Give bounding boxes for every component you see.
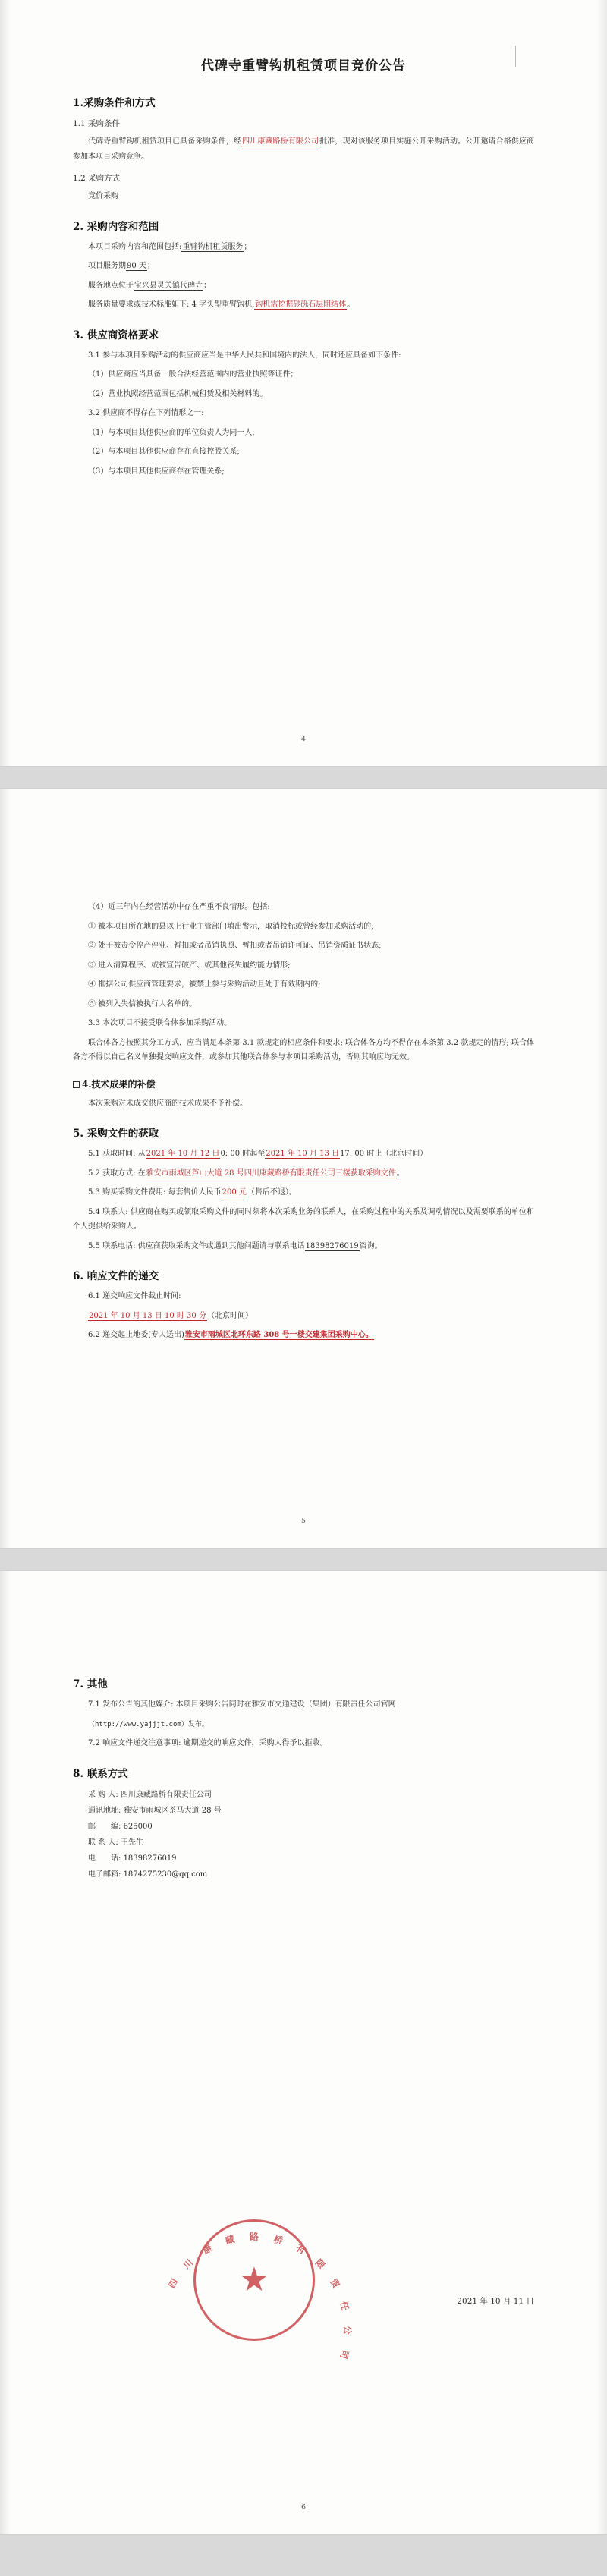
exclusion-item-1: （1）与本项目其他供应商的单位负责人为同一人; bbox=[88, 428, 255, 437]
contact-phone-b: 咨询。 bbox=[359, 1241, 382, 1250]
scope-1-b: ； bbox=[244, 242, 252, 251]
page-gap bbox=[0, 1548, 607, 1571]
submission-deadline-label: 6.1 递交响应文件截止时间: bbox=[88, 1292, 181, 1301]
acquire-time-m: 0: 00 时起至 bbox=[220, 1150, 266, 1158]
qualification-3-1: 3.1 参与本项目采购活动的供应商应当是中华人民共和国境内的法人，同时还应具备如下条件: bbox=[88, 351, 401, 360]
consortium-note: 联合体各方按照其分工方式，应当满足本条第 3.1 款规定的相应条件和要求; 联合体各方均不得存在本条第 3.2 款规定的情形; 联合体各方不得以自己名义单独提交响应文件，或参加其他联合体参与本项目采购活动，否则其响应均无效。 bbox=[73, 1038, 534, 1062]
acquire-time-a: 5.1 获取时间: 从 bbox=[88, 1150, 146, 1158]
section-2-heading: 2. 采购内容和范围 bbox=[73, 220, 159, 233]
purchaser-value: 四川康藏路桥有限责任公司 bbox=[120, 1790, 212, 1799]
contact-phone-a: 5.5 联系电话: 供应商获取采购文件或遇到其他问题请与联系电话 bbox=[88, 1241, 305, 1250]
exclusion-item-4c: ③ 进入清算程序、或被宣告破产、或其他丧失履约能力情形; bbox=[88, 961, 291, 970]
other-media-line bbox=[73, 1697, 534, 1713]
section-1-1-paragraph bbox=[73, 134, 534, 164]
late-submission-note: 7.2 响应文件递交注意事项: 逾期递交的响应文件，采购人得予以拒收。 bbox=[88, 1739, 328, 1748]
section-6-heading: 6. 响应文件的递交 bbox=[73, 1270, 159, 1282]
document-title-text: 代碑寺重臂钩机租赁项目竞价公告 bbox=[201, 55, 406, 77]
phone-value: 18398276019 bbox=[123, 1854, 177, 1863]
exclusion-item-4: （4）近三年内在经营活动中存在严重不良情形。包括: bbox=[88, 903, 270, 911]
purchaser-label: 采 购 人: bbox=[88, 1790, 118, 1799]
section-7-heading: 7. 其他 bbox=[73, 1678, 108, 1691]
qualification-3-2: 3.2 供应商不得存在下列情形之一: bbox=[88, 409, 204, 417]
email-label: 电子邮箱: bbox=[88, 1870, 121, 1879]
qualification-item-1: （1）供应商应当具备一般合法经营范围内的营业执照等证件； bbox=[88, 370, 298, 379]
section-4-heading-line bbox=[73, 1077, 534, 1090]
seal-arc-text: 四 川 康 藏 路 桥 有 限 责 任 公 司 bbox=[166, 2232, 353, 2361]
document-page-2 bbox=[0, 789, 607, 1548]
phone-label: 电 话: bbox=[88, 1854, 121, 1863]
page-3-top-margin bbox=[73, 1571, 534, 1662]
acquire-method-a: 5.2 获取方式: 在 bbox=[88, 1168, 146, 1178]
section-8-heading: 8. 联系方式 bbox=[73, 1767, 128, 1780]
official-red-seal bbox=[166, 2219, 353, 2361]
acquire-method-b: 。 bbox=[396, 1168, 404, 1178]
scope-2-a: 项目服务期 bbox=[88, 262, 126, 270]
scope-3-a: 服务地点位于 bbox=[88, 281, 134, 290]
document-page-3 bbox=[0, 1571, 607, 2534]
scope-line-2 bbox=[73, 259, 534, 274]
qualification-item-2: （2）营业执照经营范围包括机械租赁及相关材料的。 bbox=[88, 389, 268, 398]
page-gap bbox=[0, 766, 607, 789]
contact-person-label: 联 系 人: bbox=[88, 1838, 118, 1847]
fee-a: 5.3 购买采购文件费用: 每套售价人民币 bbox=[88, 1188, 222, 1197]
postcode-value: 625000 bbox=[123, 1822, 153, 1831]
submission-location-line bbox=[73, 1328, 534, 1343]
contact-row-person bbox=[88, 1835, 534, 1851]
page-number: 5 bbox=[300, 1517, 307, 1525]
fee-amount: 200 元 bbox=[222, 1188, 247, 1197]
seal-date: 2021 年 10 月 11 日 bbox=[457, 2297, 534, 2306]
scope-4-b: 。 bbox=[347, 300, 355, 309]
page-2-top-margin bbox=[73, 789, 534, 895]
p1-company-name: 四川康藏路桥有限公司 bbox=[242, 137, 319, 146]
exclusion-item-4b: ② 处于被责令停产停业、暂扣或者吊销执照、暂扣或者吊销许可证、吊销资质证书状态; bbox=[88, 942, 382, 950]
doc-acquire-time bbox=[73, 1146, 534, 1162]
scope-4-a: 服务质量要求或技术标准如下: 4 字头型重臂钩机, bbox=[88, 300, 255, 309]
contact-person-value: 王先生 bbox=[120, 1838, 143, 1847]
contact-row-postcode bbox=[88, 1819, 534, 1835]
exclusion-item-4a: ① 被本项目所在地的县以上行业主管部门填出警示，取消投标或曾经参加采购活动的; bbox=[88, 922, 374, 931]
submission-deadline-value: 2021 年 10 月 13 日 10 时 30 分 bbox=[89, 1311, 206, 1320]
p1-part-a: 代碑寺重臂钩机租赁项目已具备采购条件，经 bbox=[88, 137, 242, 146]
exclusion-item-3: （3）与本项目其他供应商存在管理关系; bbox=[88, 467, 225, 476]
contact-row-address bbox=[88, 1803, 534, 1819]
scope-2-b: ； bbox=[146, 262, 155, 270]
scope-1-a: 本项目采购内容和范围包括: bbox=[88, 242, 182, 251]
section-4-heading: 4.技术成果的补偿 bbox=[82, 1078, 156, 1090]
seal-star-icon: ★ bbox=[239, 2260, 269, 2299]
other-media-url-line bbox=[88, 1717, 534, 1732]
submission-location-a: 6.2 递交起止地委(专人送出) bbox=[88, 1331, 184, 1339]
document-page-1 bbox=[0, 0, 607, 766]
acquire-end-date: 2021 年 10 月 13 日 bbox=[266, 1150, 340, 1158]
qualification-3-3: 3.3 本次项目不接受联合体参加采购活动。 bbox=[88, 1019, 232, 1027]
section-3-heading: 3. 供应商资格要求 bbox=[73, 329, 159, 341]
postcode-label: 邮 编: bbox=[88, 1822, 121, 1831]
doc-contact-note: 5.4 联系人: 供应商在购买或领取采购文件的同时须将本次采购业务的联系人，在采购过程中的关系及调动情况以及需要联系的单位和个人提供给采购人。 bbox=[73, 1207, 534, 1231]
address-value: 雅安市雨城区茶马大道 28 号 bbox=[123, 1806, 222, 1815]
page-number: 6 bbox=[300, 2503, 307, 2512]
contact-row-purchaser bbox=[88, 1787, 534, 1803]
exclusion-item-4d: ④ 框据公司供应商管理要求，被禁止参与采购活动且处于有效期内的; bbox=[88, 980, 321, 989]
document-title bbox=[73, 0, 534, 80]
section-1-heading: 1.采购条件和方式 bbox=[73, 97, 156, 109]
doc-acquire-method bbox=[73, 1166, 534, 1181]
page-number: 4 bbox=[300, 735, 307, 744]
scope-2-value: 90 天 bbox=[127, 262, 146, 270]
submission-location-value: 雅安市雨城区北环东路 308 号一楼交建集团采购中心。 bbox=[184, 1331, 373, 1339]
exclusion-item-2: （2）与本项目其他供应商存在直接控股关系; bbox=[88, 448, 240, 456]
scope-line-1 bbox=[73, 240, 534, 255]
address-label: 通讯地址: bbox=[88, 1806, 121, 1815]
p1-part-b: 批准，现对该服务项目实施公开采购活动。公开邀请合格供应商参加本项目采购竞争。 bbox=[73, 137, 535, 161]
submission-deadline-tz: （北京时间） bbox=[206, 1311, 253, 1320]
other-media-a: 7.1 发布公告的其他媒介: 本项目采购公告同时在雅安市交通建设（集团）有限责任公司官网 bbox=[88, 1700, 396, 1709]
scope-1-value: 重臂钩机租赁服务 bbox=[182, 242, 244, 251]
section-1-2-paragraph: 竞价采购 bbox=[88, 192, 118, 200]
scope-line-4 bbox=[73, 297, 534, 313]
section-4-paragraph: 本次采购对未成交供应商的技术成果不予补偿。 bbox=[88, 1099, 247, 1108]
scope-line-3 bbox=[73, 278, 534, 294]
fee-b: （售后不退）。 bbox=[247, 1188, 297, 1197]
contact-phone-number: 18398276019 bbox=[305, 1241, 359, 1250]
section-1-1-heading: 1.1 采购条件 bbox=[73, 119, 121, 128]
doc-contact-phone-line bbox=[73, 1239, 534, 1254]
contact-row-email bbox=[88, 1867, 534, 1882]
submission-deadline-value-line bbox=[73, 1309, 534, 1324]
exclusion-item-4e: ⑤ 被列入失信被执行人名单的。 bbox=[88, 999, 197, 1008]
section-5-heading: 5. 采购文件的获取 bbox=[73, 1128, 159, 1140]
scope-3-b: ； bbox=[203, 281, 211, 290]
checkbox-icon[interactable] bbox=[73, 1081, 80, 1088]
acquire-start-date: 2021 年 10 月 12 日 bbox=[146, 1150, 220, 1158]
email-value[interactable]: 1874275230@qq.com bbox=[123, 1870, 208, 1879]
contact-row-phone bbox=[88, 1851, 534, 1867]
acquire-time-m2: 17: 00 时止（北京时间） bbox=[340, 1150, 428, 1158]
acquire-address: 雅安市雨城区芦山大道 28 号四川康藏路桥有限责任公司三楼获取采购文件 bbox=[146, 1168, 396, 1178]
contact-info-block bbox=[88, 1787, 534, 1882]
doc-fee bbox=[73, 1185, 534, 1200]
official-website-url[interactable]: （http://www.yajjjt.com）发布。 bbox=[88, 1720, 209, 1728]
section-1-2-heading: 1.2 采购方式 bbox=[73, 174, 121, 183]
scope-4-value: 钩机需挖掘砂砾石层阻结体 bbox=[255, 300, 347, 309]
scope-3-value: 宝兴县灵关镇代碑寺 bbox=[134, 281, 203, 290]
